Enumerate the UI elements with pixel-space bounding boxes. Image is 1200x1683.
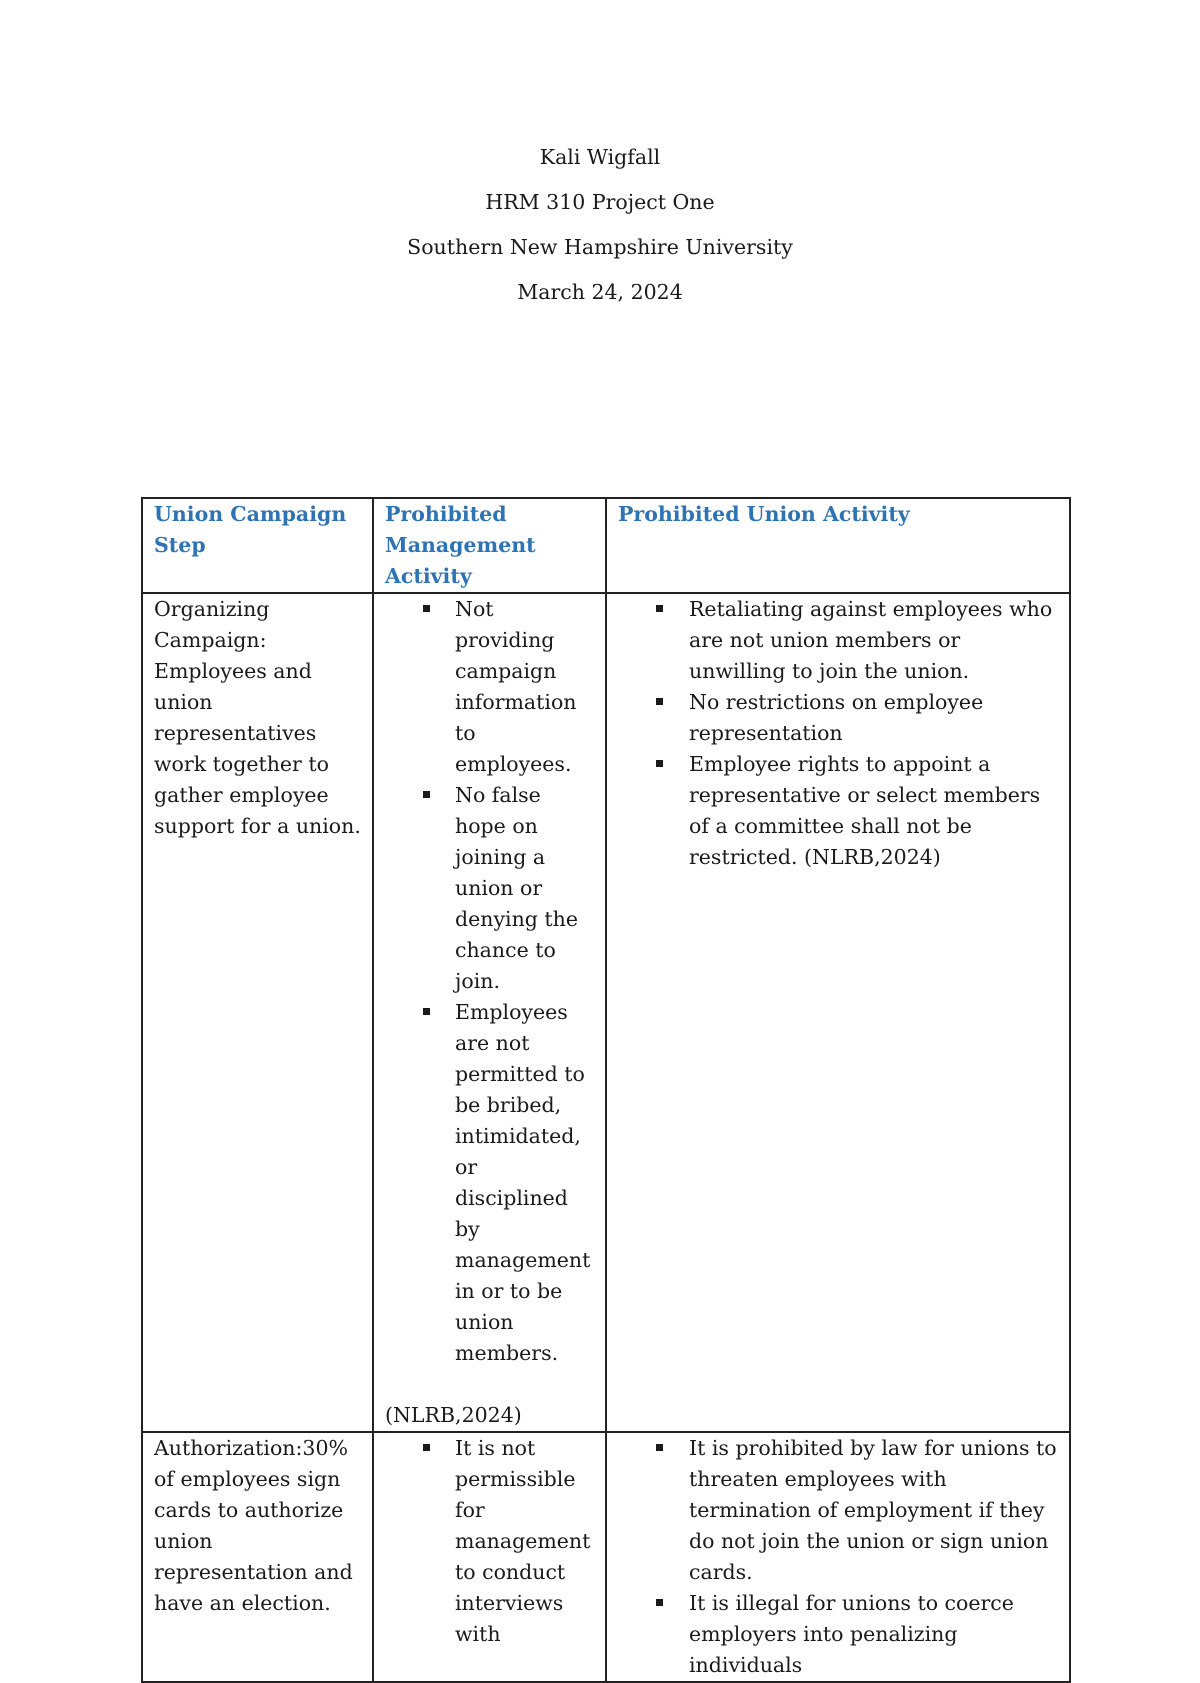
union-campaign-table bbox=[141, 497, 1071, 1683]
management-list bbox=[385, 594, 595, 1369]
table-header-row bbox=[142, 498, 1070, 593]
union-list bbox=[618, 1433, 1059, 1681]
header-prohibited-management-activity: Prohibited Management Activity bbox=[373, 498, 606, 593]
list-item: It is illegal for unions to coerce employers into penalizing individuals bbox=[618, 1588, 1059, 1681]
header-union-campaign-step: Union Campaign Step bbox=[142, 498, 373, 593]
list-item: It is not permissible for management to conduct interviews with bbox=[385, 1433, 595, 1650]
list-item: Retaliating against employees who are not union members or unwilling to join the union. bbox=[618, 594, 1059, 687]
list-item: Not providing campaign information to employees. bbox=[385, 594, 595, 780]
union-cell bbox=[606, 1432, 1070, 1682]
institution-name: Southern New Hampshire University bbox=[407, 235, 793, 259]
author-name: Kali Wigfall bbox=[539, 145, 661, 169]
table-row bbox=[142, 1432, 1070, 1682]
management-cell bbox=[373, 593, 606, 1432]
union-list bbox=[618, 594, 1059, 873]
table-row bbox=[142, 593, 1070, 1432]
list-item: Employee rights to appoint a representative or select members of a committee shall not be restricted. (NLRB,2024) bbox=[618, 749, 1059, 873]
management-cell bbox=[373, 1432, 606, 1682]
management-list bbox=[385, 1433, 595, 1650]
step-cell: Authorization:30% of employees sign cards to authorize union representation and have an election. bbox=[142, 1432, 373, 1682]
citation: (NLRB,2024) bbox=[385, 1403, 522, 1427]
list-item: It is prohibited by law for unions to threaten employees with termination of employment if they do not join the union or sign union cards. bbox=[618, 1433, 1059, 1588]
title-block bbox=[0, 140, 1200, 320]
header-prohibited-union-activity: Prohibited Union Activity bbox=[606, 498, 1070, 593]
course-title: HRM 310 Project One bbox=[485, 190, 715, 214]
document-date: March 24, 2024 bbox=[517, 280, 683, 304]
union-cell bbox=[606, 593, 1070, 1432]
list-item: Employees are not permitted to be bribed, intimidated, or disciplined by management in or to be union members. bbox=[385, 997, 595, 1369]
step-cell: Organizing Campaign: Employees and union representatives work together to gather employee support for a union. bbox=[142, 593, 373, 1432]
list-item: No restrictions on employee representation bbox=[618, 687, 1059, 749]
list-item: No false hope on joining a union or denying the chance to join. bbox=[385, 780, 595, 997]
